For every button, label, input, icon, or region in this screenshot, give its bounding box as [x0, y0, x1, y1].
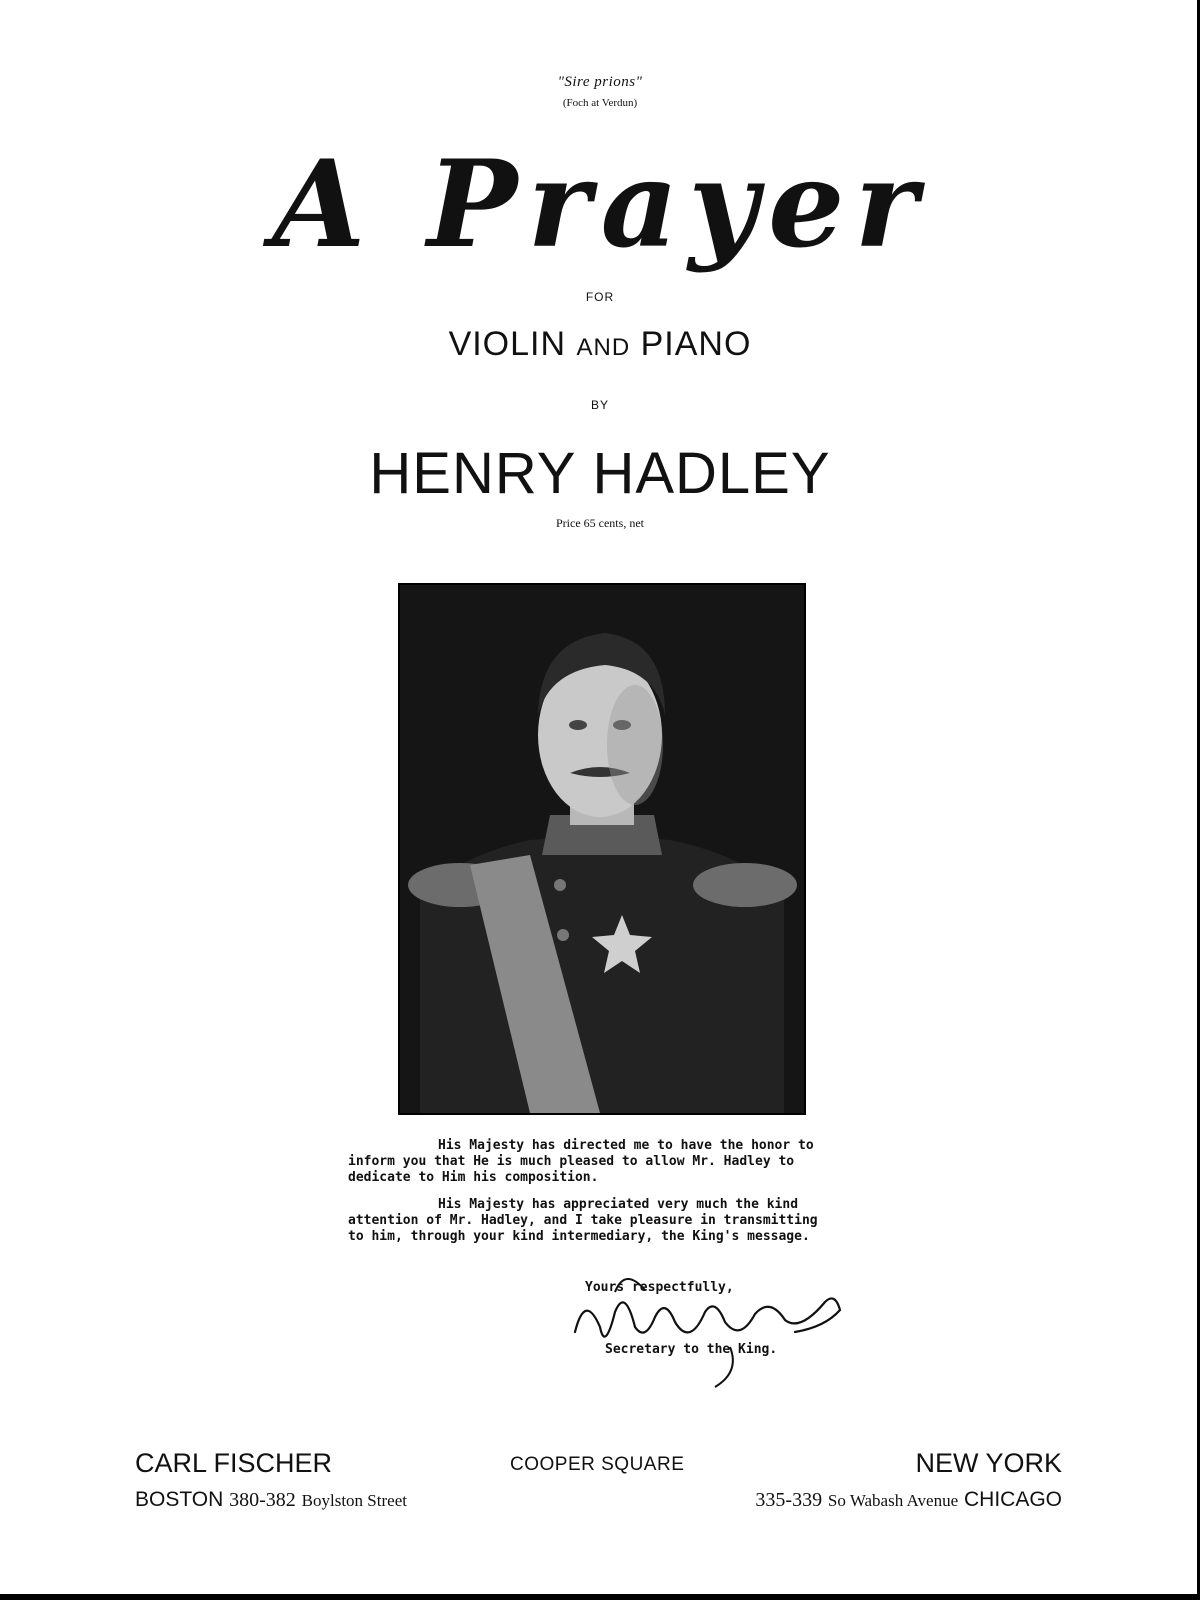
- portrait-illustration: [400, 585, 804, 1113]
- title: A Prayer: [272, 134, 928, 275]
- dedication-letter: [348, 1138, 838, 1256]
- boston-street: Boylston Street: [301, 1491, 407, 1510]
- portrait-photo: [398, 583, 806, 1115]
- for-label: FOR: [585, 290, 615, 304]
- chicago-number: 335-339: [755, 1489, 823, 1511]
- instrument-violin: VIOLIN: [448, 325, 567, 363]
- price: Price 65 cents, net: [556, 516, 644, 530]
- publisher-name: CARL FISCHER: [135, 1448, 333, 1478]
- handwritten-signature: [555, 1272, 855, 1392]
- letter-closing: Yours respectfully,: [585, 1280, 734, 1295]
- publisher-city: NEW YORK: [915, 1448, 1062, 1478]
- epigraph: "Sire prions": [557, 74, 643, 90]
- instrument-piano: PIANO: [640, 325, 752, 363]
- boston-number: 380-382: [229, 1489, 296, 1511]
- epigraph-source: (Foch at Verdun): [562, 97, 638, 109]
- composer-name: HENRY HADLEY: [369, 441, 831, 506]
- boston-label: BOSTON: [135, 1488, 224, 1511]
- instrument-and: AND: [576, 334, 631, 361]
- chicago-address: [755, 1488, 1062, 1512]
- letter-paragraph-1: His Majesty has directed me to have the honor to inform you that He is much pleased to allow Mr. Hadley to dedicate to Him his composition.: [348, 1138, 814, 1185]
- scan-border-bottom: [0, 1594, 1200, 1600]
- publisher-address: COOPER SQUARE: [510, 1454, 685, 1475]
- chicago-street: So Wabash Avenue: [827, 1491, 959, 1510]
- letter-paragraph-2: His Majesty has appreciated very much the kind attention of Mr. Hadley, and I take pleasure in transmitting to him, through your kind intermediary, the King's message.: [348, 1197, 818, 1244]
- chicago-label: CHICAGO: [963, 1488, 1062, 1511]
- boston-address: [135, 1488, 407, 1512]
- instrumentation: [0, 325, 1200, 364]
- letter-signatory-title: Secretary to the King.: [605, 1342, 778, 1357]
- by-label: BY: [590, 398, 609, 412]
